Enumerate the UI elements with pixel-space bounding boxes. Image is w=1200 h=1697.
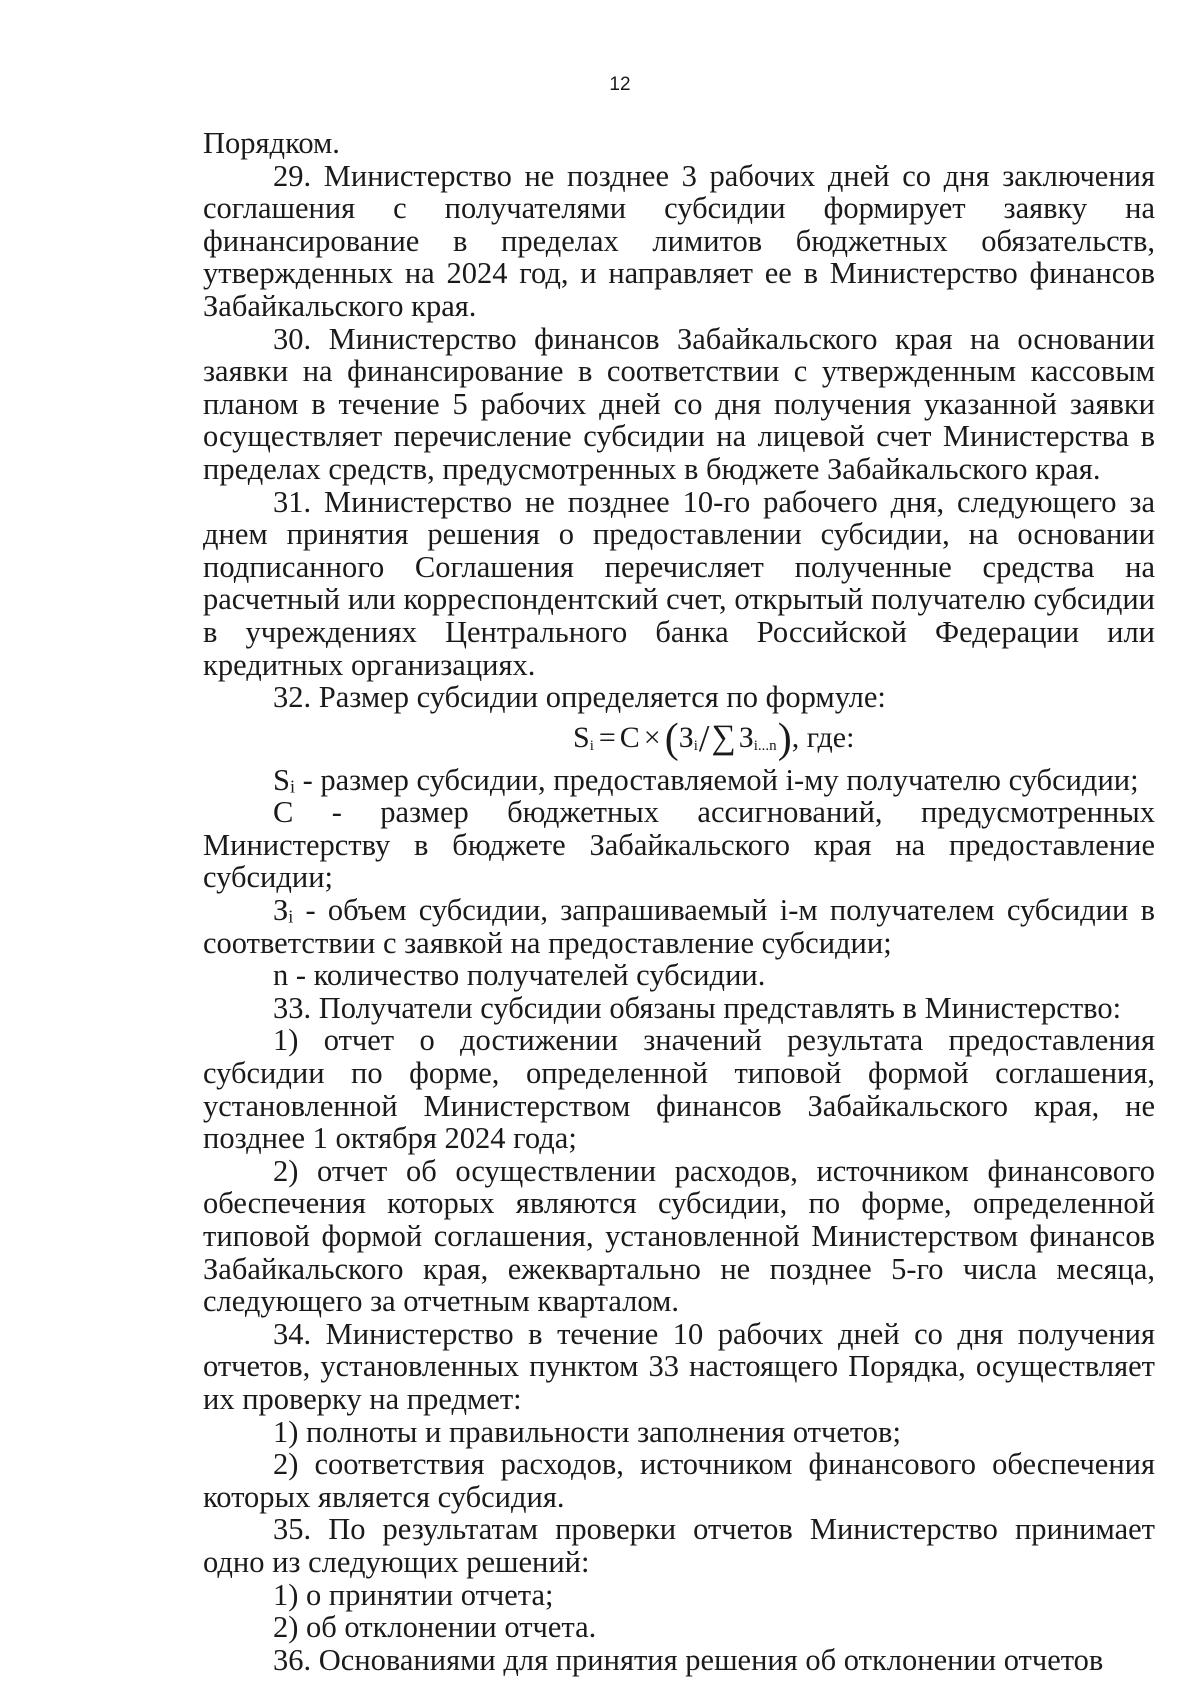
paragraph-33: 33. Получатели субсидии обязаны представлять в Министерство: [273, 990, 1122, 1025]
paragraph-34: 34. Министерство в течение 10 рабочих дней со дня получения отчетов, установленных пунктом 33 настоящего Порядка, осуществляет их проверку на предмет: [203, 1316, 1155, 1416]
paragraph-33-item-1: 1) отчет о достижении значений результата предоставления субсидии по форме, определенной типовой формой соглашения, установленной Министерством финансов Забайкальского края, не позднее 1 октября 2024 года; [203, 1023, 1155, 1156]
formula-s: S [573, 721, 590, 755]
formula-tail: , где: [791, 721, 855, 755]
formula-z: З [678, 721, 694, 755]
page-number: 12 [609, 74, 631, 95]
paragraph-31: 31. Министерство не позднее 10-го рабочего дня, следующего за днем принятия решения о предоставлении субсидии, на основании подписанного Соглашения перечисляет полученные средства на расчетный или корреспондентский счет, открытый получателю субсидии в учреждениях Центрального банка Российской Федерации или кредитных организациях. [203, 484, 1155, 682]
paragraph-34-item-2: 2) соответствия расходов, источником финансового обеспечения которых является субсидия. [203, 1447, 1155, 1514]
formula-sigma: ∑ [711, 719, 736, 757]
subsidy-formula [203, 714, 1155, 764]
paragraph-34-item-1: 1) полноты и правильности заполнения отчетов; [273, 1414, 901, 1449]
paragraph-30: 30. Министерство финансов Забайкальского края на основании заявки на финансирование в соответствии с утвержденным кассовым планом в течение 5 рабочих дней со дня получения указанной заявки осуществляет перечисление субсидии на лицевой счет Министерства в пределах средств, предусмотренных в бюджете Забайкальского края. [203, 321, 1155, 486]
formula-slash: / [698, 717, 710, 760]
paragraph-35: 35. По результатам проверки отчетов Министерство принимает одно из следующих решений: [203, 1512, 1155, 1579]
formula-open-paren: ( [664, 715, 679, 762]
formula-z-total-subscript: i...n [753, 738, 777, 755]
formula-c: C [619, 721, 640, 755]
formula-close-paren: ) [777, 715, 792, 762]
paragraph-33-item-2: 2) отчет об осуществлении расходов, источником финансового обеспечения которых являются субсидии, по форме, определенной типовой формой соглашения, установленной Министерством финансов Забайкальского края, ежеквартально не позднее 5-го числа месяца, следующего за отчетным кварталом. [203, 1153, 1155, 1319]
definition-z: Зᵢ - объем субсидии, запрашиваемый i-м получателем субсидии в соответствии с заявкой на предоставление субсидии; [203, 893, 1155, 960]
paragraph-32: 32. Размер субсидии определяется по формуле: [273, 680, 886, 715]
document-body [203, 127, 1155, 1676]
formula-times: × [643, 721, 661, 755]
paragraph-35-item-1: 1) о принятии отчета; [273, 1577, 554, 1612]
paragraph-35-item-2: 2) об отклонении отчета. [273, 1610, 597, 1645]
definition-n: n - количество получателей субсидии. [273, 958, 766, 993]
paragraph-36: 36. Основаниями для принятия решения об отклонении отчетов [273, 1642, 1104, 1677]
paragraph-continuation: Порядком. [203, 126, 340, 160]
definition-s: Sᵢ - размер субсидии, предоставляемой i-му получателю субсидии; [273, 762, 1139, 797]
paragraph-29: 29. Министерство не позднее 3 рабочих дней со дня заключения соглашения с получателями субсидии формирует заявку на финансирование в пределах лимитов бюджетных обязательств, утвержденных на 2024 год, и направляет ее в Министерство финансов Забайкальского края. [203, 158, 1155, 323]
formula-equals: = [598, 721, 616, 755]
formula-s-subscript: i [589, 738, 594, 755]
definition-c: С - размер бюджетных ассигнований, предусмотренных Министерству в бюджете Забайкальского края на предоставление субсидии; [203, 795, 1155, 895]
formula-z-total: З [738, 721, 754, 755]
formula-z-subscript: i [693, 738, 698, 755]
